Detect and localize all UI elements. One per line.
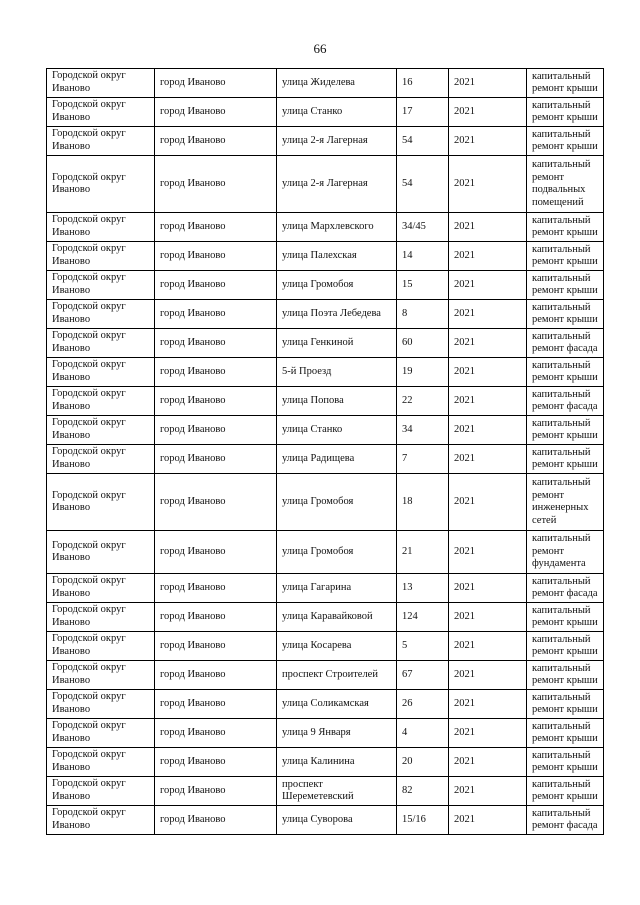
year-cell: 2021	[449, 127, 527, 156]
work-type-cell: капитальный ремонт крыши	[527, 603, 604, 632]
city-cell: город Иваново	[155, 603, 277, 632]
table-row	[47, 632, 604, 661]
house-number-cell: 54	[397, 156, 449, 213]
table-row	[47, 474, 604, 531]
work-type-cell: капитальный ремонт крыши	[527, 127, 604, 156]
district-cell: Городской округ Иваново	[47, 271, 155, 300]
district-cell: Городской округ Иваново	[47, 632, 155, 661]
table-row	[47, 69, 604, 98]
table-row	[47, 98, 604, 127]
house-number-cell: 5	[397, 632, 449, 661]
city-cell: город Иваново	[155, 632, 277, 661]
district-cell: Городской округ Иваново	[47, 806, 155, 835]
year-cell: 2021	[449, 719, 527, 748]
house-number-cell: 15	[397, 271, 449, 300]
work-type-cell: капитальный ремонт инженерных сетей	[527, 474, 604, 531]
street-cell: улица 2-я Лагерная	[277, 127, 397, 156]
work-type-cell: капитальный ремонт крыши	[527, 358, 604, 387]
city-cell: город Иваново	[155, 387, 277, 416]
work-type-cell: капитальный ремонт крыши	[527, 748, 604, 777]
table-row	[47, 358, 604, 387]
work-type-cell: капитальный ремонт крыши	[527, 632, 604, 661]
city-cell: город Иваново	[155, 806, 277, 835]
city-cell: город Иваново	[155, 445, 277, 474]
city-cell: город Иваново	[155, 574, 277, 603]
table-row	[47, 242, 604, 271]
year-cell: 2021	[449, 690, 527, 719]
city-cell: город Иваново	[155, 690, 277, 719]
year-cell: 2021	[449, 213, 527, 242]
district-cell: Городской округ Иваново	[47, 574, 155, 603]
street-cell: улица Станко	[277, 98, 397, 127]
year-cell: 2021	[449, 531, 527, 574]
year-cell: 2021	[449, 69, 527, 98]
district-cell: Городской округ Иваново	[47, 531, 155, 574]
table-row	[47, 445, 604, 474]
table-row	[47, 300, 604, 329]
district-cell: Городской округ Иваново	[47, 474, 155, 531]
work-type-cell: капитальный ремонт фундамента	[527, 531, 604, 574]
city-cell: город Иваново	[155, 300, 277, 329]
year-cell: 2021	[449, 445, 527, 474]
work-type-cell: капитальный ремонт фасада	[527, 329, 604, 358]
city-cell: город Иваново	[155, 416, 277, 445]
district-cell: Городской округ Иваново	[47, 661, 155, 690]
year-cell: 2021	[449, 98, 527, 127]
district-cell: Городской округ Иваново	[47, 748, 155, 777]
street-cell: улица Мархлевского	[277, 213, 397, 242]
house-number-cell: 82	[397, 777, 449, 806]
house-number-cell: 124	[397, 603, 449, 632]
house-number-cell: 4	[397, 719, 449, 748]
table-row	[47, 719, 604, 748]
street-cell: улица 9 Января	[277, 719, 397, 748]
district-cell: Городской округ Иваново	[47, 69, 155, 98]
year-cell: 2021	[449, 329, 527, 358]
year-cell: 2021	[449, 748, 527, 777]
city-cell: город Иваново	[155, 156, 277, 213]
street-cell: улица Поэта Лебедева	[277, 300, 397, 329]
year-cell: 2021	[449, 632, 527, 661]
year-cell: 2021	[449, 300, 527, 329]
work-type-cell: капитальный ремонт крыши	[527, 661, 604, 690]
work-type-cell: капитальный ремонт подвальных помещений	[527, 156, 604, 213]
house-number-cell: 34/45	[397, 213, 449, 242]
year-cell: 2021	[449, 358, 527, 387]
street-cell: проспект Строителей	[277, 661, 397, 690]
year-cell: 2021	[449, 777, 527, 806]
table-row	[47, 416, 604, 445]
street-cell: улица Каравайковой	[277, 603, 397, 632]
house-number-cell: 67	[397, 661, 449, 690]
city-cell: город Иваново	[155, 329, 277, 358]
district-cell: Городской округ Иваново	[47, 387, 155, 416]
house-number-cell: 7	[397, 445, 449, 474]
page-number: 66	[313, 41, 327, 56]
district-cell: Городской округ Иваново	[47, 603, 155, 632]
street-cell: улица Станко	[277, 416, 397, 445]
street-cell: улица Суворова	[277, 806, 397, 835]
house-number-cell: 34	[397, 416, 449, 445]
district-cell: Городской округ Иваново	[47, 690, 155, 719]
work-type-cell: капитальный ремонт крыши	[527, 98, 604, 127]
table-row	[47, 777, 604, 806]
district-cell: Городской округ Иваново	[47, 719, 155, 748]
work-type-cell: капитальный ремонт крыши	[527, 445, 604, 474]
table-row	[47, 661, 604, 690]
year-cell: 2021	[449, 387, 527, 416]
work-type-cell: капитальный ремонт фасада	[527, 574, 604, 603]
city-cell: город Иваново	[155, 69, 277, 98]
house-number-cell: 26	[397, 690, 449, 719]
year-cell: 2021	[449, 416, 527, 445]
repair-table	[46, 68, 604, 835]
city-cell: город Иваново	[155, 358, 277, 387]
district-cell: Городской округ Иваново	[47, 156, 155, 213]
table-row	[47, 213, 604, 242]
street-cell: улица Калинина	[277, 748, 397, 777]
table-row	[47, 271, 604, 300]
house-number-cell: 20	[397, 748, 449, 777]
table-row	[47, 156, 604, 213]
district-cell: Городской округ Иваново	[47, 213, 155, 242]
district-cell: Городской округ Иваново	[47, 445, 155, 474]
street-cell: улица Громобоя	[277, 531, 397, 574]
street-cell: проспект Шереметевский	[277, 777, 397, 806]
work-type-cell: капитальный ремонт крыши	[527, 300, 604, 329]
work-type-cell: капитальный ремонт фасада	[527, 387, 604, 416]
street-cell: улица Радищева	[277, 445, 397, 474]
district-cell: Городской округ Иваново	[47, 242, 155, 271]
work-type-cell: капитальный ремонт крыши	[527, 719, 604, 748]
district-cell: Городской округ Иваново	[47, 127, 155, 156]
year-cell: 2021	[449, 661, 527, 690]
table-row	[47, 603, 604, 632]
table-row	[47, 748, 604, 777]
city-cell: город Иваново	[155, 127, 277, 156]
house-number-cell: 54	[397, 127, 449, 156]
year-cell: 2021	[449, 806, 527, 835]
year-cell: 2021	[449, 156, 527, 213]
year-cell: 2021	[449, 242, 527, 271]
work-type-cell: капитальный ремонт крыши	[527, 777, 604, 806]
house-number-cell: 17	[397, 98, 449, 127]
work-type-cell: капитальный ремонт фасада	[527, 806, 604, 835]
table-row	[47, 127, 604, 156]
table-row	[47, 690, 604, 719]
house-number-cell: 15/16	[397, 806, 449, 835]
work-type-cell: капитальный ремонт крыши	[527, 69, 604, 98]
table-body	[47, 69, 604, 835]
house-number-cell: 8	[397, 300, 449, 329]
work-type-cell: капитальный ремонт крыши	[527, 242, 604, 271]
work-type-cell: капитальный ремонт крыши	[527, 213, 604, 242]
city-cell: город Иваново	[155, 748, 277, 777]
city-cell: город Иваново	[155, 777, 277, 806]
district-cell: Городской округ Иваново	[47, 358, 155, 387]
table-row	[47, 806, 604, 835]
city-cell: город Иваново	[155, 661, 277, 690]
street-cell: улица Гагарина	[277, 574, 397, 603]
street-cell: улица Попова	[277, 387, 397, 416]
work-type-cell: капитальный ремонт крыши	[527, 690, 604, 719]
district-cell: Городской округ Иваново	[47, 329, 155, 358]
district-cell: Городской округ Иваново	[47, 777, 155, 806]
year-cell: 2021	[449, 574, 527, 603]
district-cell: Городской округ Иваново	[47, 98, 155, 127]
street-cell: улица Громобоя	[277, 271, 397, 300]
city-cell: город Иваново	[155, 213, 277, 242]
street-cell: улица Жиделева	[277, 69, 397, 98]
street-cell: улица Соликамская	[277, 690, 397, 719]
house-number-cell: 21	[397, 531, 449, 574]
street-cell: 5-й Проезд	[277, 358, 397, 387]
house-number-cell: 18	[397, 474, 449, 531]
house-number-cell: 13	[397, 574, 449, 603]
year-cell: 2021	[449, 603, 527, 632]
street-cell: улица Громобоя	[277, 474, 397, 531]
house-number-cell: 60	[397, 329, 449, 358]
house-number-cell: 14	[397, 242, 449, 271]
table-row	[47, 329, 604, 358]
work-type-cell: капитальный ремонт крыши	[527, 271, 604, 300]
city-cell: город Иваново	[155, 242, 277, 271]
year-cell: 2021	[449, 271, 527, 300]
city-cell: город Иваново	[155, 719, 277, 748]
table-row	[47, 387, 604, 416]
district-cell: Городской округ Иваново	[47, 300, 155, 329]
table-row	[47, 574, 604, 603]
house-number-cell: 19	[397, 358, 449, 387]
year-cell: 2021	[449, 474, 527, 531]
work-type-cell: капитальный ремонт крыши	[527, 416, 604, 445]
street-cell: улица 2-я Лагерная	[277, 156, 397, 213]
district-cell: Городской округ Иваново	[47, 416, 155, 445]
table-row	[47, 531, 604, 574]
city-cell: город Иваново	[155, 271, 277, 300]
city-cell: город Иваново	[155, 98, 277, 127]
house-number-cell: 22	[397, 387, 449, 416]
street-cell: улица Палехская	[277, 242, 397, 271]
house-number-cell: 16	[397, 69, 449, 98]
city-cell: город Иваново	[155, 474, 277, 531]
city-cell: город Иваново	[155, 531, 277, 574]
street-cell: улица Косарева	[277, 632, 397, 661]
street-cell: улица Генкиной	[277, 329, 397, 358]
